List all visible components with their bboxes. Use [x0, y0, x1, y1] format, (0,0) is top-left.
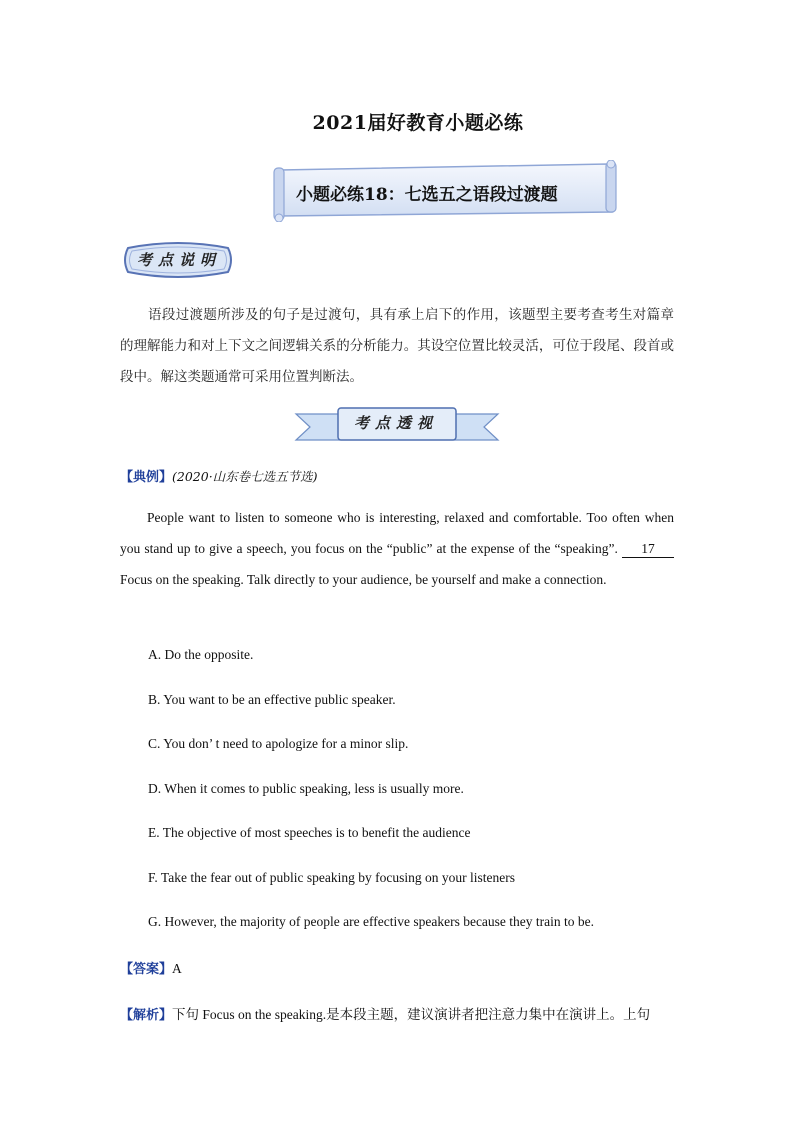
section-title: 小题必练18：七选五之语段过渡题	[296, 185, 558, 205]
option-e: E. The objective of most speeches is to benefit the audience	[148, 825, 471, 840]
example-source: (2020·山东卷七选五节选)	[172, 469, 318, 484]
example-label: 【典例】	[120, 470, 173, 485]
intro-paragraph: 语段过渡题所涉及的句子是过渡句，具有承上启下的作用，该题型主要考查考生对篇章的理解能力和对上下文之间逻辑关系的分析能力。其设空位置比较灵活，可位于段尾、段首或段中。解这类题通常可采用位置判断法。	[120, 307, 674, 385]
page-title: 2021届好教育小题必练	[312, 112, 524, 134]
answer-line	[120, 958, 182, 977]
analysis-line	[120, 1003, 680, 1023]
analysis-text-cn: 是本段主题，建议演讲者把注意力集中在演讲上。上句	[326, 1007, 651, 1023]
option-f: F. Take the fear out of public speaking by focusing on your listeners	[148, 870, 516, 885]
analysis-label: 【解析】	[120, 1008, 173, 1023]
passage-part1: People want to listen to someone who is interesting, relaxed and comfortable. Too often when you stand up to give a speech, you focus on the “public” at the expense of the “speaking”.	[120, 510, 674, 556]
tag-explain-label: 考点说明	[136, 251, 221, 269]
passage-part2: Focus on the speaking. Talk directly to your audience, be yourself and make a connection.	[120, 572, 607, 587]
option-b: B. You want to be an effective public speaker.	[148, 692, 396, 707]
option-c: C. You don’ t need to apologize for a minor slip.	[148, 736, 409, 751]
analysis-text-en: 下句 Focus on the speaking.	[172, 1007, 327, 1022]
option-g: G. However, the majority of people are effective speakers because they train to be.	[148, 914, 595, 929]
tag-insight-label: 考点透视	[353, 414, 438, 432]
example-passage	[120, 502, 674, 595]
option-d: D. When it comes to public speaking, less is usually more.	[148, 781, 464, 796]
example-heading	[120, 466, 318, 485]
answer-value: A	[172, 961, 182, 976]
option-a: A. Do the opposite.	[148, 647, 254, 662]
answer-label: 【答案】	[120, 962, 173, 977]
blank-17: 17	[622, 541, 674, 558]
